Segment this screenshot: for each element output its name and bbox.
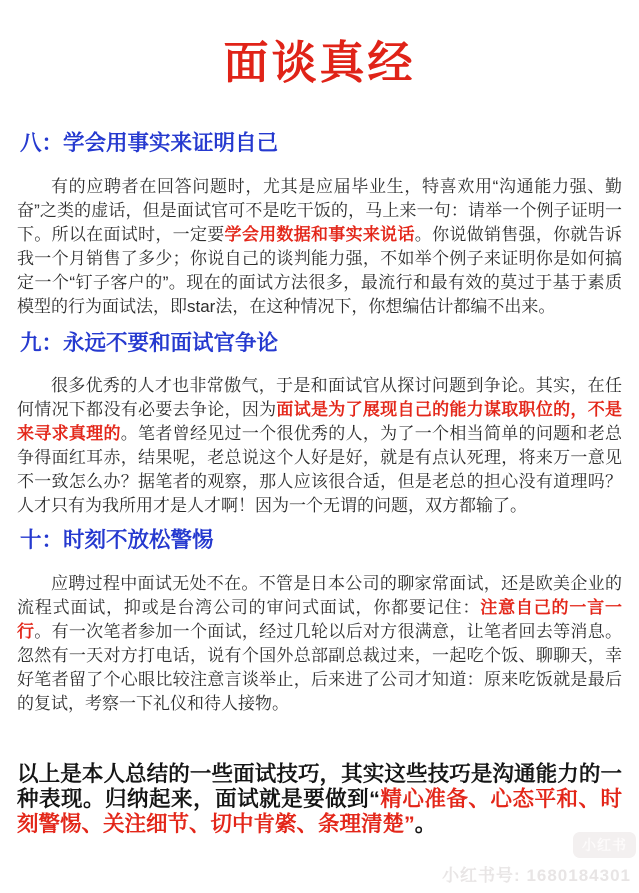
section-eight-paragraph xyxy=(17,175,622,319)
text-segment: 。你说做销售强，你就告诉我一个月销售了多少；你说自己的谈判能力强，不如举个例子来证明你是如何搞定一个“钉子客户的”。现在的面试方法很多，最流行和最有效的莫过于基于素质模型的行为面试法，即star法，在这种情况下，你想编估计都编不出来。 xyxy=(17,224,623,316)
emphasis-red-text: 面试是为了展现自己的能力谋取职位的，不是来寻求真理的 xyxy=(17,400,623,444)
text-segment: 。笔者曾经见过一个很优秀的人，为了一个相当简单的问题和老总争得面红耳赤，结果呢，老总说这个人好是好，就是有点认死理，将来万一意见不一致怎么办？据笔者的观察，那人应该很合适，但是老总的担心没有道理吗？人才只有为我所用才是人才啊！因为一个无谓的问题，双方都输了。 xyxy=(17,424,622,516)
conclusion-paragraph xyxy=(17,762,622,837)
text-segment: 。有一次笔者参加一个面试，经过几轮以后对方很满意，让笔者回去等消息。忽然有一天对方打电话，说有个国外总部副总裁过来，一起吃个饭、聊聊天，幸好笔者留了个心眼比较注意言谈举止，后来进了公司才知道：原来吃饭就是最后的复试，考察一下礼仪和待人接物。 xyxy=(17,622,623,714)
article xyxy=(0,37,639,837)
section-ten xyxy=(17,528,622,716)
text-segment: 。 xyxy=(414,812,437,837)
xiaohongshu-badge: 小红书 xyxy=(573,832,636,858)
emphasis-red-text: 学会用数据和事实来说话 xyxy=(224,224,415,244)
section-nine xyxy=(17,331,622,519)
section-ten-paragraph xyxy=(17,572,622,716)
page-title: 面谈真经 xyxy=(223,37,416,88)
section-eight-heading: 八：学会用事实来证明自己 xyxy=(20,131,279,155)
text-segment: 以上是本人总结的一些面试技巧，其实这些技巧是沟通能力的一种表现。归纳起来，面试就是要做到“ xyxy=(17,762,622,812)
emphasis-red-text: 注意自己的一言一行 xyxy=(17,598,623,642)
document-page xyxy=(0,37,639,893)
emphasis-red-text: 精心准备、心态平和、时刻警惕、关注细节、切中肯綮、条理清楚” xyxy=(17,787,622,837)
text-segment: 很多优秀的人才也非常傲气，于是和面试官从探讨问题到争论。其实，在任何情况下都没有必要去争论，因为 xyxy=(17,376,622,420)
section-eight xyxy=(17,131,622,319)
text-segment: 应聘过程中面试无处不在。不管是日本公司的聊家常面试，还是欧美企业的流程式面试，抑或是台湾公司的审问式面试，你都要记住： xyxy=(17,574,622,618)
section-nine-heading: 九：永远不要和面试官争论 xyxy=(20,330,279,355)
xiaohongshu-id-watermark: 小红书号: 1680184301 xyxy=(442,866,631,885)
section-ten-heading: 十：时刻不放松警惕 xyxy=(20,528,214,553)
section-nine-paragraph xyxy=(17,374,622,518)
text-segment: 有的应聘者在回答问题时，尤其是应届毕业生，特喜欢用“沟通能力强、勤奋”之类的虚话，但是面试官可不是吃干饭的，马上来一句：请举一个例子证明一下。所以在面试时，一定要 xyxy=(17,176,622,244)
